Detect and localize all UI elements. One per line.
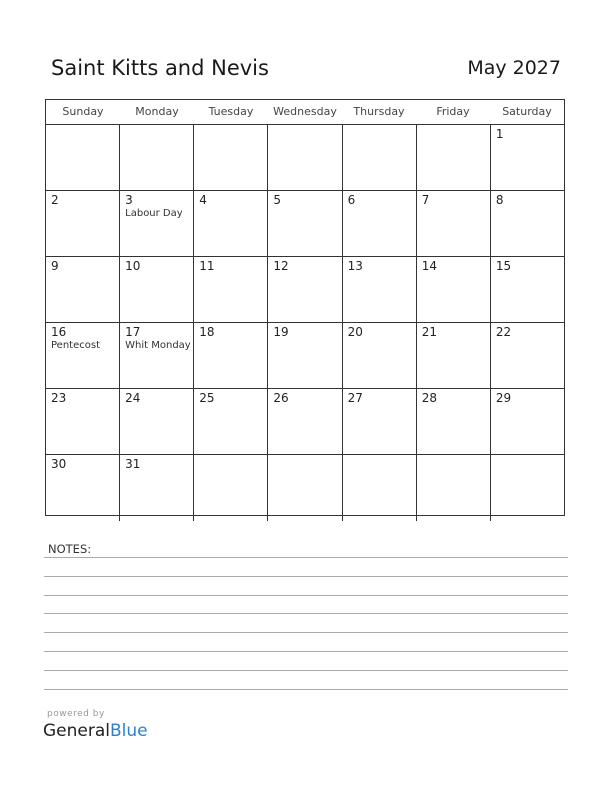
day-number: 5 [273, 193, 282, 207]
day-cell [268, 257, 342, 322]
day-cell [417, 389, 491, 454]
day-cell [194, 323, 268, 388]
day-number: 6 [347, 193, 356, 207]
day-cell [343, 323, 417, 388]
day-cell [343, 191, 417, 256]
logo-general: General [43, 721, 110, 741]
day-number: 19 [273, 325, 289, 339]
day-cell [120, 125, 194, 190]
day-cell [268, 191, 342, 256]
holiday-label: Whit Monday [125, 340, 191, 351]
day-number: 17 [125, 325, 141, 339]
weekday-thursday: Thursday [353, 105, 405, 118]
day-cell [268, 389, 342, 454]
day-cell [120, 389, 194, 454]
holiday-label: Labour Day [125, 208, 183, 219]
day-cell [194, 257, 268, 322]
day-number: 10 [125, 259, 141, 273]
day-cell [343, 389, 417, 454]
day-cell [120, 455, 194, 521]
calendar-month: May 2027 [467, 57, 561, 79]
notes-line [44, 632, 568, 633]
day-number: 12 [273, 259, 289, 273]
day-cell [417, 323, 491, 388]
day-number: 30 [51, 457, 67, 471]
day-number: 21 [421, 325, 437, 339]
week-row [46, 257, 564, 323]
day-number: 13 [347, 259, 363, 273]
day-cell [46, 257, 120, 322]
day-number: 25 [199, 391, 215, 405]
day-cell [194, 455, 268, 521]
weekday-tuesday: Tuesday [208, 105, 254, 118]
day-cell [194, 389, 268, 454]
logo-blue: Blue [110, 721, 148, 741]
day-cell [194, 191, 268, 256]
day-number: 28 [421, 391, 437, 405]
day-number: 15 [495, 259, 512, 273]
day-cell [417, 257, 491, 322]
day-number: 8 [495, 193, 504, 207]
notes-line [44, 689, 568, 690]
day-number: 31 [125, 457, 141, 471]
day-cell [120, 257, 194, 322]
weekday-header [46, 100, 564, 125]
day-number: 29 [495, 391, 512, 405]
day-cell [46, 323, 120, 388]
week-row [46, 389, 564, 455]
calendar-grid [45, 99, 565, 516]
weekday-friday: Friday [436, 105, 470, 118]
day-cell [491, 323, 564, 388]
day-cell [491, 257, 564, 322]
day-cell [46, 125, 120, 190]
day-cell [417, 191, 491, 256]
day-cell [194, 125, 268, 190]
day-cell [120, 191, 194, 256]
day-number: 1 [495, 127, 504, 141]
day-number: 4 [199, 193, 207, 207]
day-number: 18 [199, 325, 215, 339]
day-number: 14 [421, 259, 437, 273]
notes-line [44, 613, 568, 614]
day-cell [417, 125, 491, 190]
weekday-monday: Monday [135, 105, 179, 118]
day-number: 26 [273, 391, 289, 405]
day-number: 24 [125, 391, 141, 405]
week-row [46, 125, 564, 191]
day-cell [491, 455, 564, 521]
day-cell [46, 191, 120, 256]
day-number: 3 [125, 193, 133, 207]
day-cell [491, 125, 564, 190]
calendar-title: Saint Kitts and Nevis [51, 56, 269, 80]
holiday-label: Pentecost [51, 340, 100, 351]
day-cell [46, 389, 120, 454]
day-number: 16 [51, 325, 67, 339]
day-cell [343, 257, 417, 322]
day-cell [343, 455, 417, 521]
notes-line [44, 595, 568, 596]
day-cell [268, 323, 342, 388]
notes-line [44, 557, 568, 558]
day-cell [46, 455, 120, 521]
day-cell [417, 455, 491, 521]
day-cell [120, 323, 194, 388]
notes-label: NOTES: [48, 542, 92, 556]
day-number: 20 [347, 325, 363, 339]
week-row [46, 323, 564, 389]
day-cell [343, 125, 417, 190]
day-number: 2 [51, 193, 59, 207]
day-number: 27 [347, 391, 363, 405]
week-row [46, 191, 564, 257]
day-cell [268, 455, 342, 521]
notes-line [44, 651, 568, 652]
day-number: 9 [51, 259, 59, 273]
weekday-sunday: Sunday [62, 105, 104, 118]
weekday-saturday: Saturday [502, 105, 552, 118]
day-number: 22 [495, 325, 512, 339]
notes-line [44, 576, 568, 577]
notes-line [44, 670, 568, 671]
week-row [46, 455, 564, 521]
day-cell [491, 389, 564, 454]
day-cell [268, 125, 342, 190]
day-cell [491, 191, 564, 256]
weekday-wednesday: Wednesday [273, 105, 337, 118]
day-number: 11 [199, 259, 215, 273]
generalblue-logo [43, 721, 148, 741]
powered-by-text: powered by [47, 709, 105, 719]
day-number: 7 [421, 193, 430, 207]
day-number: 23 [51, 391, 67, 405]
